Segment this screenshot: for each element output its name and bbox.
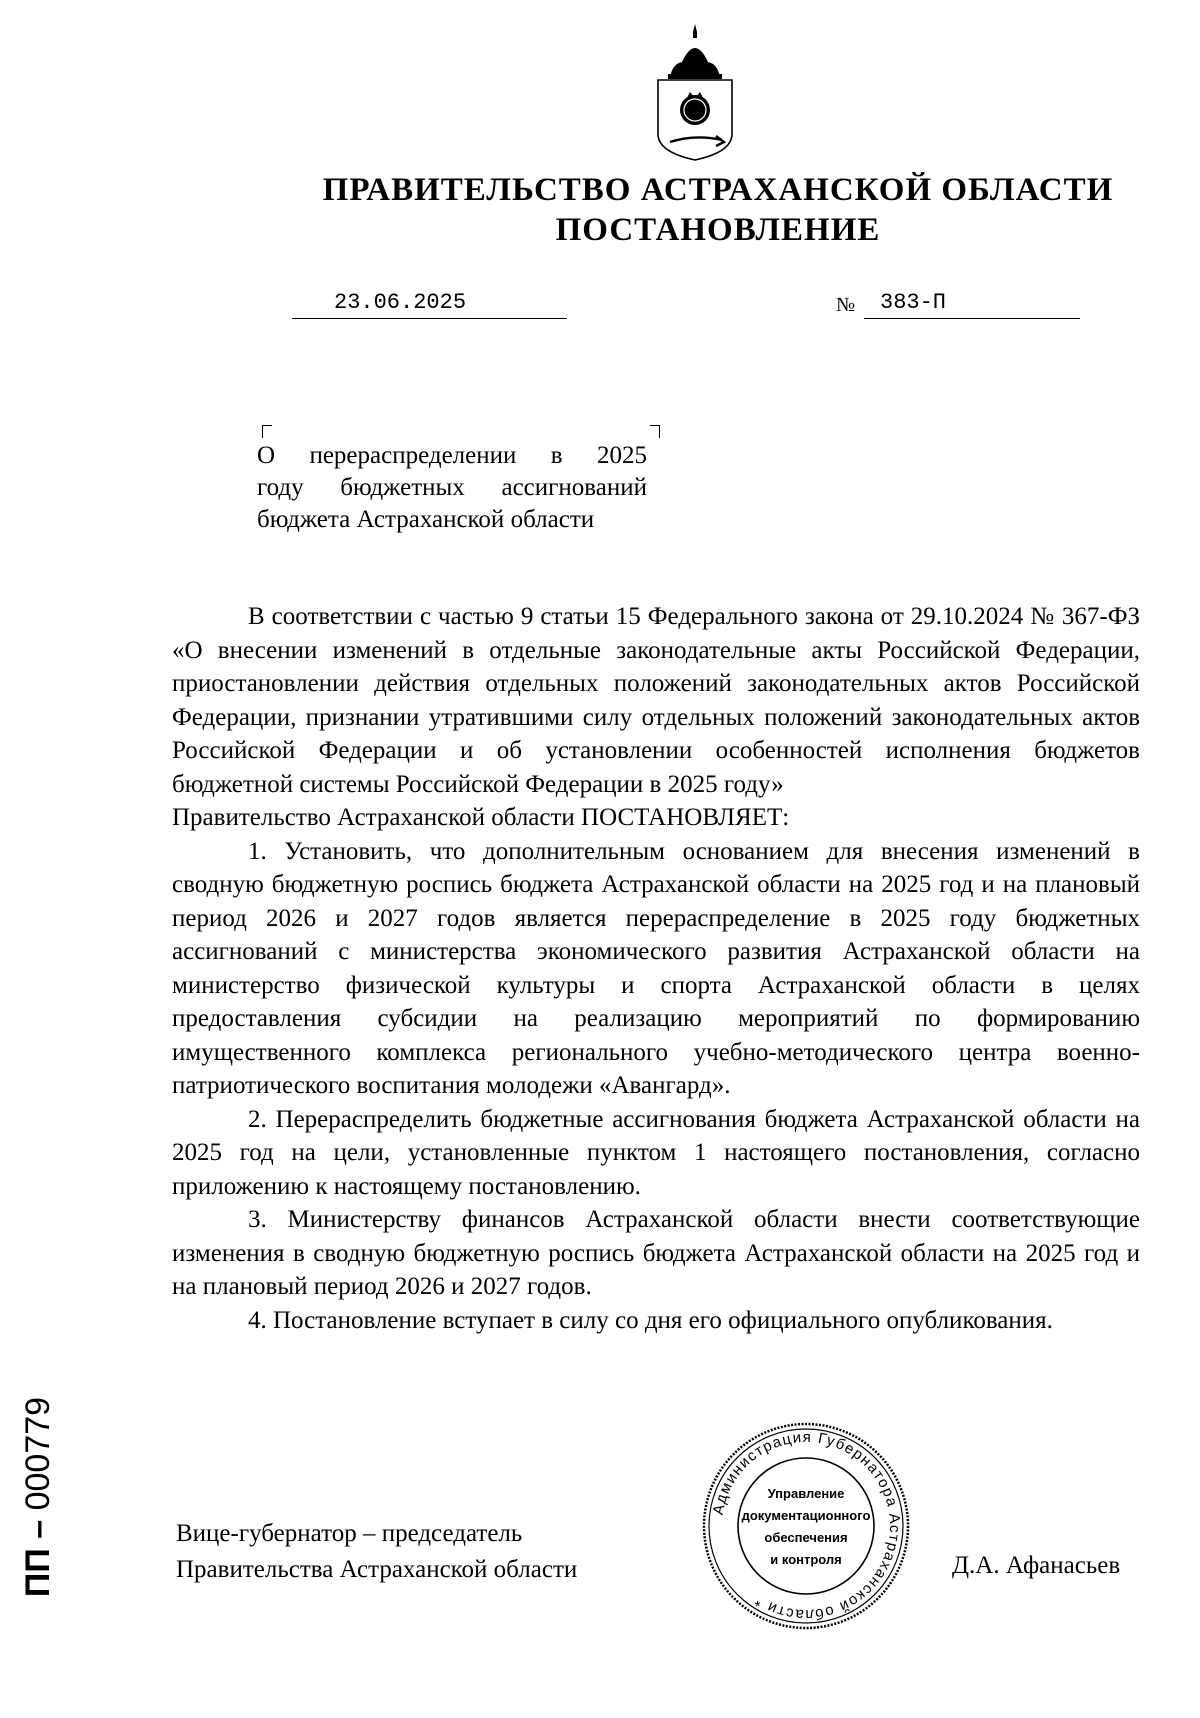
signer-role-line: Вице-губернатор – председатель [176, 1520, 523, 1547]
stamp-inner-line: обеспечения [764, 1530, 848, 1545]
subject-line: бюджета Астраханской области [257, 506, 595, 533]
item-paragraph: 4. Постановление вступает в силу со дня его официального опубликования. [248, 1306, 1053, 1334]
preamble-paragraph: В соответствии с частью 9 статьи 15 Федерального закона от 29.10.2024 № 367-ФЗ «О внесении изменений в отдельные законодательные акты Российской Федерации, приостановлении действия отдельных положений законодательных актов Российской Федерации, признании утратившими силу отдельных положений законодательных актов Российской Федерации и об установлении особенностей исполнения бюджетов бюджетной системы Российской Федерации в 2025 году» [172, 603, 1140, 798]
subject-corner-left [262, 425, 272, 438]
stamp-outer-text: Администрация Губернатора Астраханской области * [709, 1428, 904, 1624]
coat-of-arms-emblem [652, 22, 738, 162]
official-stamp [700, 1420, 912, 1632]
registration-number-value: 000779 [19, 1396, 57, 1511]
stamp-inner-line: Управление [767, 1486, 845, 1501]
government-name: ПРАВИТЕЛЬСТВО АСТРАХАНСКОЙ ОБЛАСТИ [322, 172, 1114, 208]
document-date: 23.06.2025 [334, 290, 467, 315]
registration-prefix: ПП – [19, 1519, 57, 1598]
resolves-line: Правительство Астраханской области ПОСТАНОВЛЯЕТ: [172, 804, 790, 831]
document-body [172, 600, 1140, 1337]
stamp-inner-line: документационного [741, 1508, 871, 1523]
signer-role-line: Правительства Астраханской области [176, 1556, 578, 1583]
document-type: ПОСТАНОВЛЕНИЕ [555, 212, 881, 248]
document-subject [257, 440, 647, 536]
registration-number [19, 1367, 57, 1627]
subject-corner-right [650, 425, 660, 438]
subject-line: О перераспределении в 2025 [257, 442, 647, 469]
stamp-inner-line: и контроля [770, 1552, 842, 1567]
item-paragraph: 1. Установить, что дополнительным основанием для внесения изменений в сводную бюджетную роспись бюджета Астраханской области на 2025 год и на плановый период 2026 и 2027 годов является перераспределение в 2025 году бюджетных ассигнований с министерства экономического развития Астраханской области на министерство физической культуры и спорта Астраханской области в целях предоставления субсидии на реализацию мероприятий по формированию имущественного комплекса регионального учебно-методического центра военно-патриотического воспитания молодежи «Авангард». [172, 837, 1140, 1099]
document-number: 383-П [880, 290, 947, 315]
item-paragraph: 2. Перераспределить бюджетные ассигнования бюджета Астраханской области на 2025 год на цели, установленные пунктом 1 настоящего постановления, согласно приложению к настоящему постановлению. [172, 1105, 1140, 1200]
item-paragraph: 3. Министерству финансов Астраханской области внести соответствующие изменения в сводную бюджетную роспись бюджета Астраханской области на 2025 год и на плановый период 2026 и 2027 годов. [172, 1206, 1140, 1300]
signer-name: Д.А. Афанасьев [952, 1552, 1121, 1579]
subject-line: году бюджетных ассигнований [257, 474, 647, 501]
number-underline [864, 318, 1080, 319]
signer-role [176, 1516, 577, 1588]
date-underline [292, 318, 567, 319]
number-label: № [836, 294, 856, 316]
